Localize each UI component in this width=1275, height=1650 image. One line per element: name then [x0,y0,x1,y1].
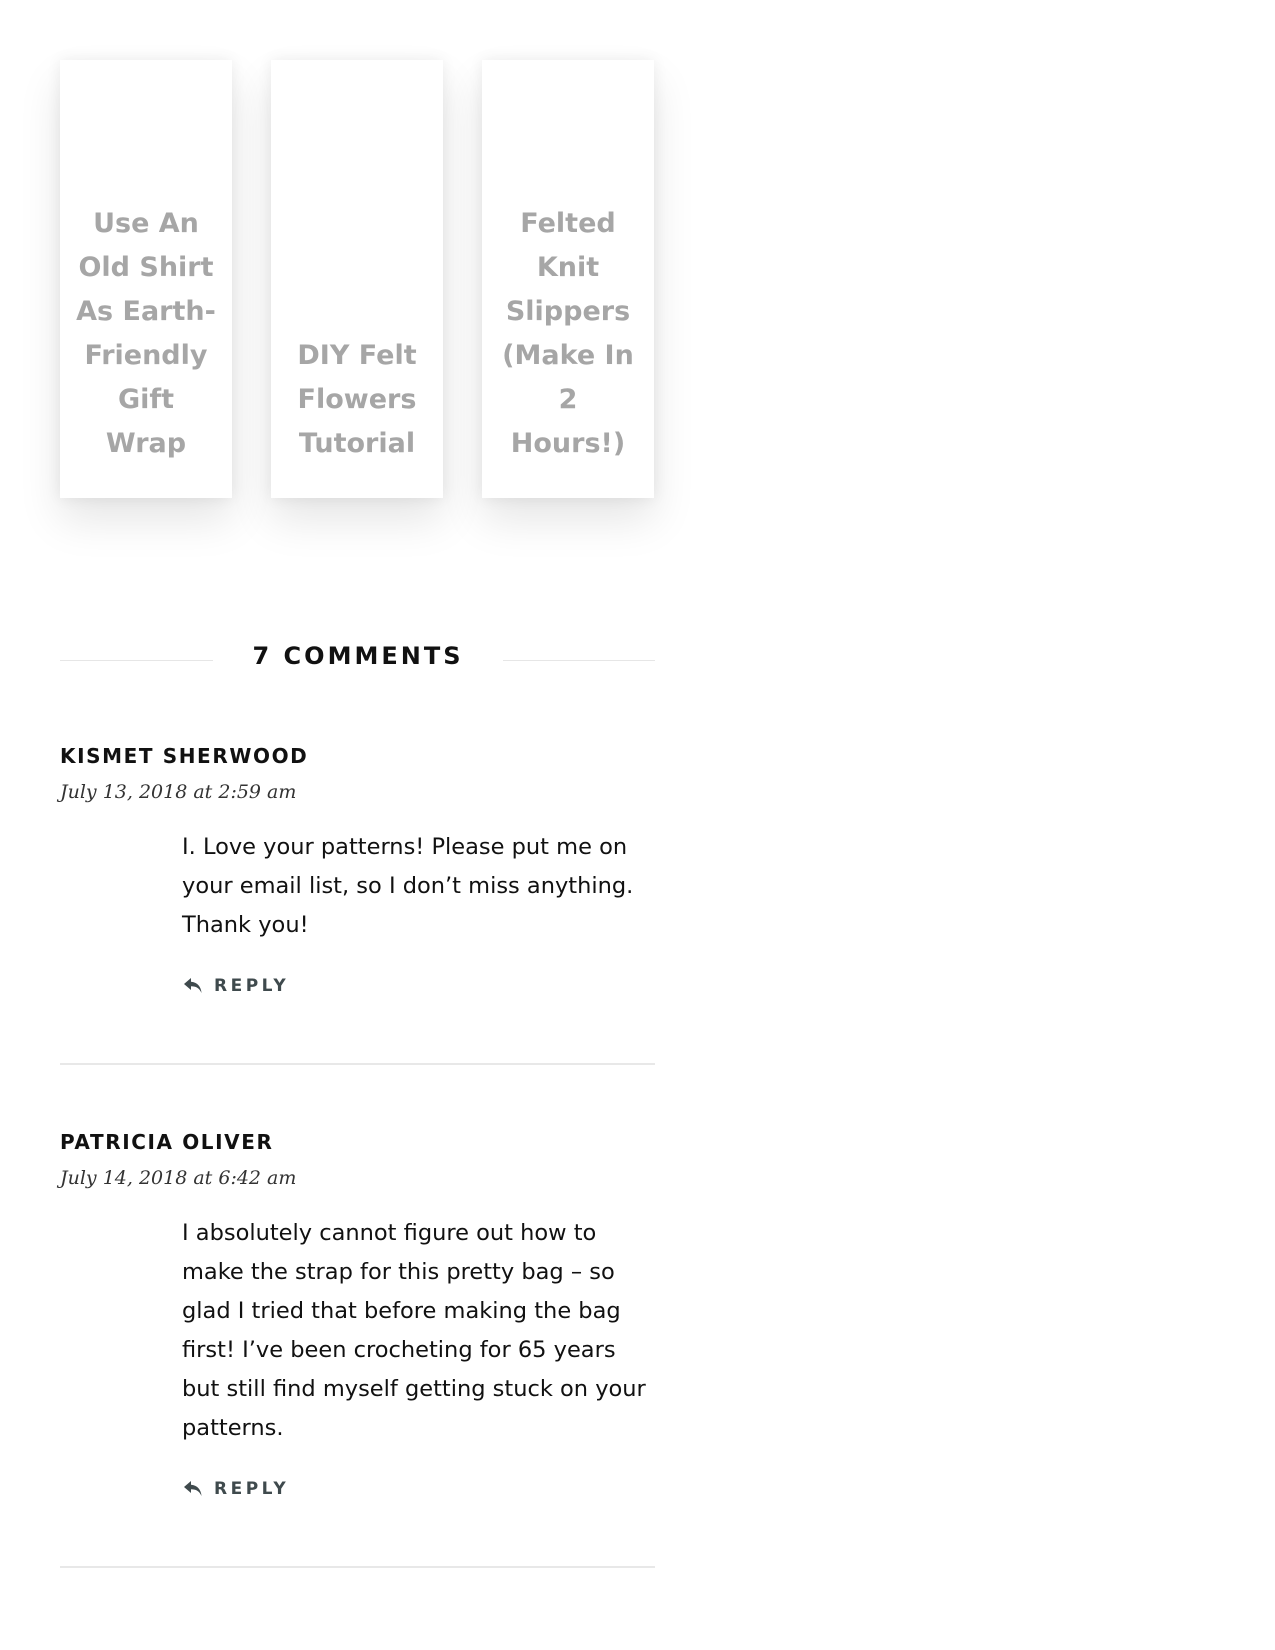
comment [60,742,655,1001]
reply-button[interactable] [182,971,655,1001]
related-post-card[interactable] [60,60,232,498]
related-posts [60,60,650,500]
related-post-card[interactable] [271,60,443,498]
comment [60,1128,655,1504]
comment-author: PATRICIA OLIVER [60,1130,274,1154]
related-post-title[interactable]: Use An Old Shirt As Earth-Friendly Gift Wrap [76,208,216,459]
related-post-card[interactable] [482,60,654,498]
comment-body: I absolutely cannot figure out how to make the strap for this pretty bag – so glad I tried that before making the bag first! I’ve been crocheting for 65 years but still find myself getting stuck on your patterns. [182,1220,646,1441]
comments-count-title: 7 COMMENTS [252,642,464,670]
reply-label: REPLY [214,1479,290,1499]
heading-rule-right [503,660,655,661]
comment-body: I. Love your patterns! Please put me on your email list, so I don’t miss anything. Thank you! [182,834,634,938]
comment-divider [60,1063,655,1065]
heading-rule-left [60,660,213,661]
reply-label: REPLY [214,976,290,996]
comment-date[interactable]: July 13, 2018 at 2:59 am [60,781,297,803]
comment-date[interactable]: July 14, 2018 at 6:42 am [60,1167,297,1189]
related-post-title[interactable]: DIY Felt Flowers Tutorial [297,340,417,459]
comment-author: KISMET SHERWOOD [60,744,309,768]
reply-button[interactable] [182,1474,655,1504]
related-post-title[interactable]: Felted Knit Slippers (Make In 2 Hours!) [502,208,634,459]
reply-arrow-icon [182,976,204,996]
comment-divider [60,1566,655,1568]
comments-heading [60,638,655,678]
reply-arrow-icon [182,1479,204,1499]
